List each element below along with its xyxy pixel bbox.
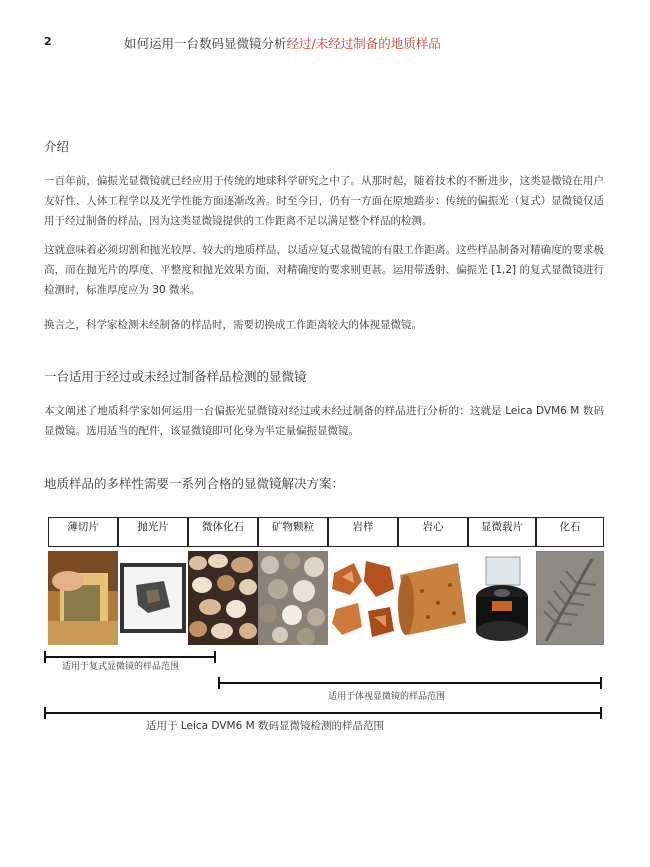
sample-cell: [48, 517, 118, 645]
sample-cell: [468, 517, 536, 645]
sample-cell: [188, 517, 258, 645]
running-header: [124, 34, 441, 52]
stereo-range-label: 适用于体视显微镜的样品范围: [328, 692, 446, 702]
sample-cell: [118, 517, 188, 645]
sample-label: 显微载片: [468, 517, 536, 547]
sample-label: 化石: [536, 517, 604, 547]
sample-label: 岩样: [328, 517, 398, 547]
polished-section-photo: [118, 551, 188, 645]
range-tick: [600, 707, 602, 719]
running-header-red: 经过/未经过制备的地质样品: [286, 36, 441, 51]
range-tick: [214, 651, 216, 663]
sample-label: 薄切片: [48, 517, 118, 547]
section2-heading: 一台适用于经过或未经过制备样品检测的显微镜: [44, 369, 307, 384]
range-tick: [600, 677, 602, 689]
compound-range-label: 适用于复式显微镜的样品范围: [62, 662, 180, 672]
intro-paragraph-3: 换言之，科学家检测未经制备的样品时，需要切换成工作距离较大的体视显微镜。: [44, 319, 422, 331]
sample-label: 微体化石: [188, 517, 258, 547]
stereo-range-bar: [218, 682, 602, 684]
microfossil-photo: [188, 551, 258, 645]
mineral-grain-photo: [258, 551, 328, 645]
thin-section-photo: [48, 551, 118, 645]
drill-core-photo: [398, 551, 468, 645]
sample-label: 矿物颗粒: [258, 517, 328, 547]
sample-cell: [258, 517, 328, 645]
microscope-slide-photo: [468, 551, 536, 645]
fossil-photo: [536, 551, 604, 645]
intro-paragraph-2: 这就意味着必须切割和抛光较厚、较大的地质样品，以适应复式显微镜的有限工作距离。这些样品制备对精确度的要求极高，而在抛光片的厚度、平整度和抛光效果方面，对精确度的要求则更甚。运用带透射、偏振光 [1,2] 的复式显微镜进行检测时，标准厚度应为 30 微米。: [44, 244, 604, 296]
sample-cell: [398, 517, 468, 645]
running-header-black: 如何运用一台数码显微镜分析: [124, 36, 287, 51]
range-tick: [218, 677, 220, 689]
section2-paragraph: 本文阐述了地质科学家如何运用一台偏振光显微镜对经过或未经过制备的样品进行分析的：这就是 Leica DVM6 M 数码显微镜。选用适当的配件，该显微镜即可化身为半定量偏振显微镜。: [44, 405, 604, 437]
rock-sample-photo: [328, 551, 398, 645]
range-tick: [44, 651, 46, 663]
intro-paragraph-1: 一百年前，偏振光显微镜就已经应用于传统的地球科学研究之中了。从那时起，随着技术的不断进步，这类显微镜在用户友好性、人体工程学以及光学性能方面逐渐改善。时至今日，仍有一方面在原地踏步：传统的偏振光（复式）显微镜仅适用于经过制备的样品，因为这类显微镜提供的工作距离不足以满足整个样品的检测。: [44, 175, 604, 227]
sample-cell: [328, 517, 398, 645]
section3-heading: 地质样品的多样性需要一系列合格的显微镜解决方案：: [44, 476, 345, 491]
sample-label: 抛光片: [118, 517, 188, 547]
dvm6-range-bar: [44, 712, 602, 714]
page-number: 2: [44, 35, 52, 48]
sample-cell: [536, 517, 604, 645]
range-tick: [44, 707, 46, 719]
sample-label: 岩心: [398, 517, 468, 547]
compound-range-bar: [44, 656, 216, 658]
sample-strip: [48, 517, 604, 645]
dvm6-range-label: 适用于 Leica DVM6 M 数码显微镜检测的样品范围: [146, 720, 384, 732]
intro-heading: 介绍: [44, 139, 70, 154]
